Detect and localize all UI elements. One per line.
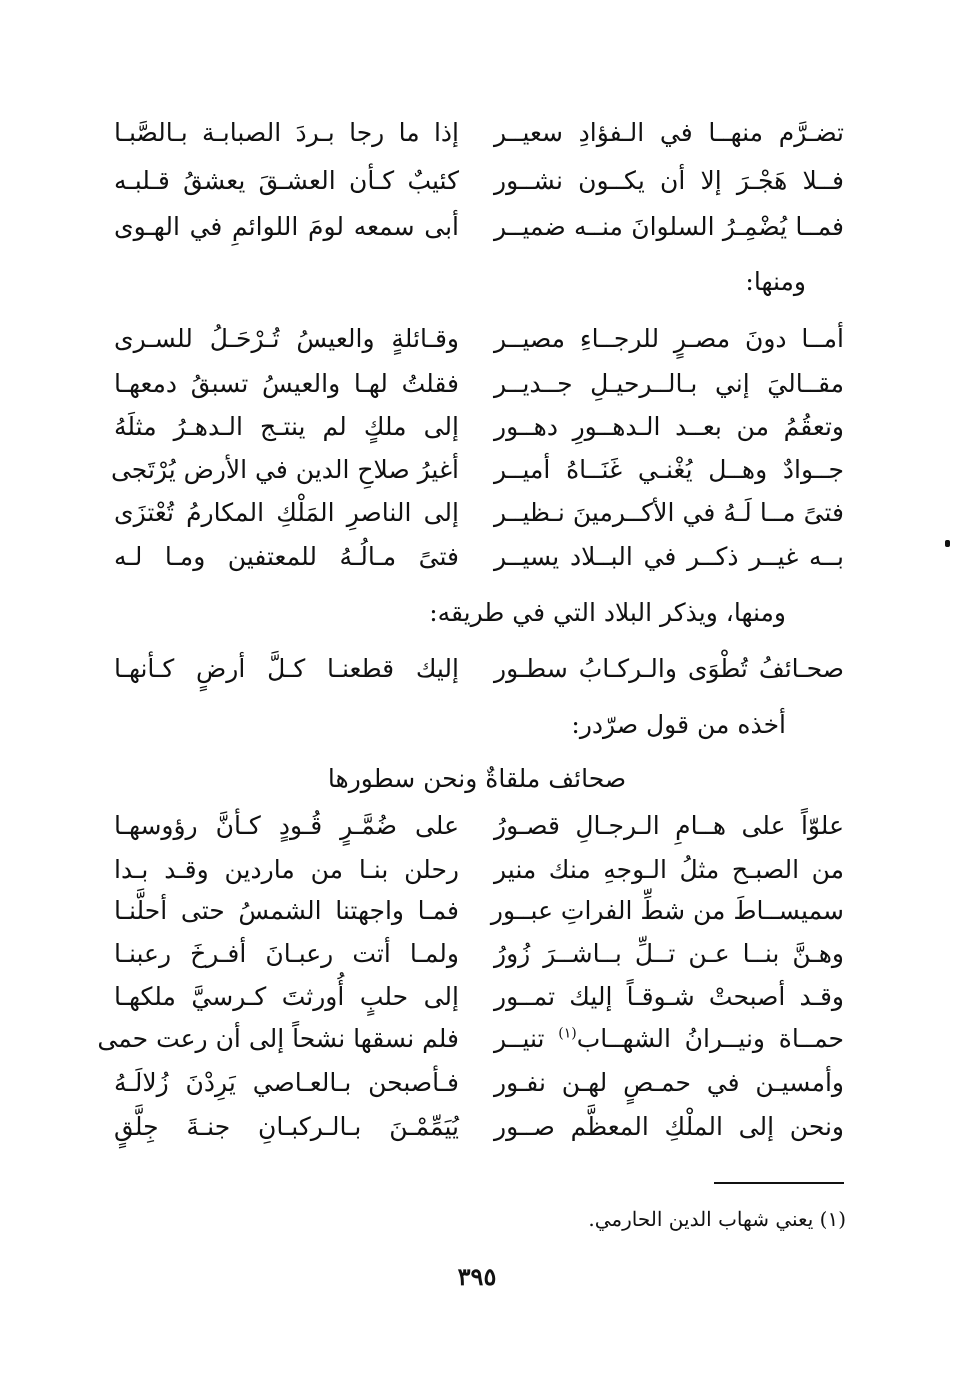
verse-4-2-sadr: رحلن بنـا من ماردين وقـد بـدا xyxy=(114,855,459,884)
verse-2-6-ajz: بــه غيــر ذكــر في البــلاد يسيــر xyxy=(494,542,844,571)
footnote-separator xyxy=(714,1182,844,1184)
verse-2-4-ajz: جــوادٌ وهــل يُغْنـي غَنَــاهُ أميــر xyxy=(494,455,844,484)
verse-2-2-ajz: مقــاليَ إني بـالــرحيـلِ جــديــر xyxy=(494,369,844,398)
footnote: (١) يعني شهاب الدين الحارمي. xyxy=(588,1207,846,1231)
verse-1-1-sadr: إذا ما رجا بـردَ الصبابـة بـالصَّبـا xyxy=(114,118,459,147)
verse-4-6-ajz-main: حمــاة ونيــرانُ الشهــاب xyxy=(576,1024,844,1053)
verse-4-6-sadr: فلم نسقها نشحاً إلى أن رعت حمى xyxy=(97,1024,459,1053)
margin-mark xyxy=(945,540,950,547)
verse-4-8-sadr: يُيَمِّمْـنَ بـالـركبـانِ جنـةَ جِلَّقٍ xyxy=(114,1112,459,1141)
verse-2-3-ajz: وتعقُمُ من بعــد الـدهــورِ دهــور xyxy=(494,412,844,441)
verse-4-5-ajz: وقـد أصبحتْ شـوقـاً إليك تمــور xyxy=(494,982,844,1011)
verse-3-1-ajz: صحـائفُ تُطْوَى والـركـابُ سطـور xyxy=(494,654,844,683)
source-note: أخذه من قول صرّدر: xyxy=(571,710,786,739)
verse-2-3-sadr: إلى ملكٍ لم ينتـج الـدهـرُ مثلَهُ xyxy=(114,412,459,441)
verse-4-3-ajz: سميســاطَ من شطِّ الفراتِ عبــور xyxy=(490,896,844,925)
verse-2-4-sadr: أغيرُ صلاحِ الدين في الأرض يُرْتَجى xyxy=(110,455,459,484)
verse-2-2-sadr: فقلتُ لهـا والعيسُ تسبقُ دمعهـا xyxy=(114,369,459,398)
verse-1-2-ajz: فــلا هَجْـرَ إلا أن يكــون نشــور xyxy=(494,166,844,195)
section-intro-2: ومنها: xyxy=(745,267,806,296)
verse-4-6-ajz xyxy=(494,1022,844,1056)
verse-2-5-ajz: فتىً مــا لَـهُ في الأكــرمينَ نـظيــر xyxy=(494,498,844,527)
verse-4-1-ajz: علوّاً على هــامِ الـرجـالِ قصـورُ xyxy=(494,811,844,840)
verse-2-1-ajz: أمــا دونَ مصـرٍ للرجــاءِ مصيــر xyxy=(494,324,844,353)
verse-4-6-ajz-end: تنيــر xyxy=(494,1024,559,1053)
verse-4-7-sadr: فـأصبحن بـالعـاصي يَرِدْنَ زُلالَـهُ xyxy=(114,1068,459,1097)
verse-4-4-sadr: ولمـا أتت رعبـانَ أفـرخَ رعبنـا xyxy=(114,939,459,968)
page-number: ٣٩٥ xyxy=(457,1262,497,1291)
verse-4-2-ajz: من الصبـح مثلُ الـوجهِ منك منير xyxy=(494,855,844,884)
verse-4-3-sadr: فمـا واجهتنا الشمسُ حتى أحلَّنـا xyxy=(114,896,459,925)
verse-1-2-sadr: كئيبٌ كـأن العشـقَ يعشقُ قـلبـه xyxy=(114,166,459,195)
quoted-hemistich: صحائف ملقاةٌ ونحن سطورها xyxy=(327,764,627,793)
verse-1-3-sadr: أبى سمعه لومَ اللوائمِ في الهـوى xyxy=(114,212,459,241)
verse-4-1-sadr: على ضُمَّـرٍ قُـودٍ كـأنَّ رؤوسهـا xyxy=(114,811,459,840)
verse-2-1-sadr: وقـائلةٍ والعيسُ تُـرْحَـلُ للسـرى xyxy=(114,324,459,353)
verse-4-5-sadr: إلى حلبٍ أُورثتَ كـرسيَّ ملكهـا xyxy=(114,982,459,1011)
verse-1-1-ajz: تضـرَّم منهــا في الـفؤادِ سعيــر xyxy=(494,118,844,147)
verse-3-1-sadr: إليك قطعنـا كـلَّ أرضٍ كـأنهـا xyxy=(114,654,459,683)
verse-4-8-ajz: ونحن إلى الملْكِ المعظَّم صــور xyxy=(494,1112,844,1141)
footnote-marker[interactable]: (١) xyxy=(558,1025,577,1042)
verse-2-5-sadr: إلى الناصرِ المَلْكِ المكارمُ تُعْتزَى xyxy=(114,498,459,527)
section-intro-3: ومنها، ويذكر البلاد التي في طريقه: xyxy=(429,598,786,627)
verse-1-3-ajz: فمــا يُضْمِـرُ السلوانَ منــه ضميــر xyxy=(494,212,844,241)
verse-4-4-ajz: وهـنَّ بنــا عـن تــلِّ بــاشــرَ زُورُ xyxy=(494,939,844,968)
verse-2-6-sadr: فتىً مـالُـهُ للمعتفين ومـا لـه xyxy=(114,542,459,571)
verse-4-7-ajz: وأمسيـن في حمـصٍ لهـن نفـور xyxy=(494,1068,844,1097)
